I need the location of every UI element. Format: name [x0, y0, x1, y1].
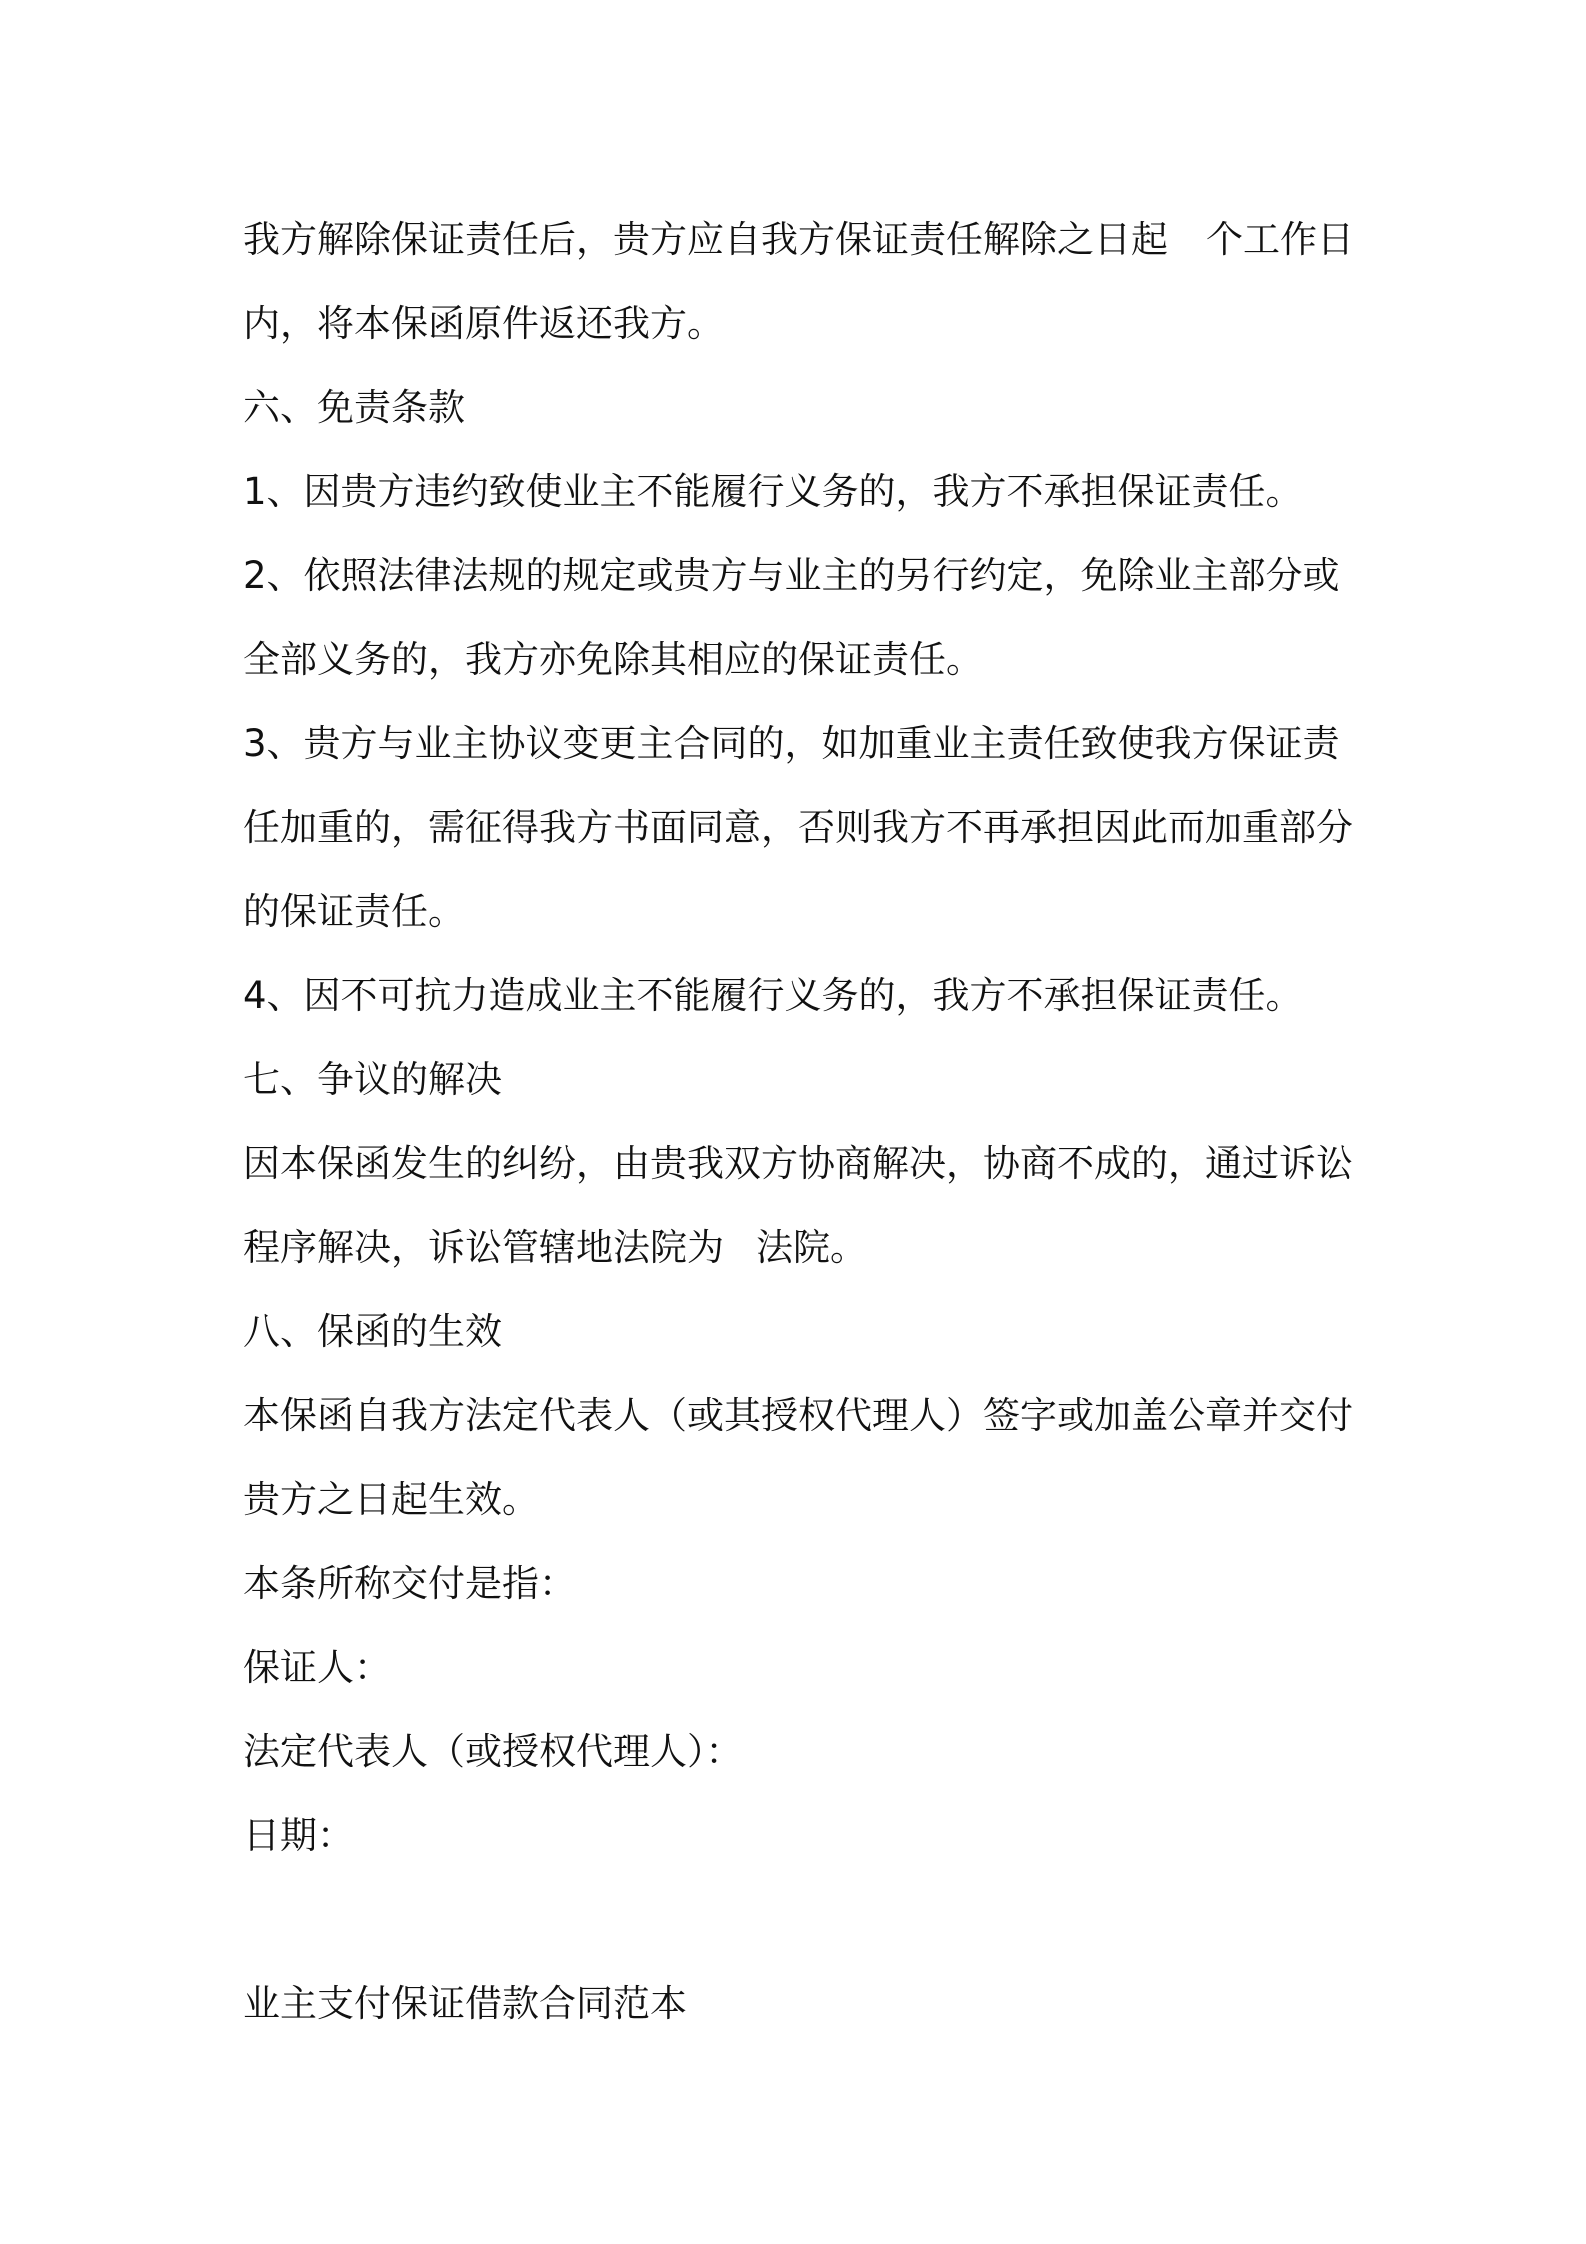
- guarantor-field: 保证人：: [243, 1646, 391, 1689]
- representative-field: 法定代表人（或授权代理人）：: [243, 1730, 743, 1773]
- text-segment: 个工作日: [1206, 218, 1354, 261]
- clause-2-continued: 全部义务的，我方亦免除其相应的保证责任。: [243, 638, 983, 681]
- section-heading-dispute: 七、争议的解决: [243, 1058, 502, 1101]
- date-field: 日期：: [243, 1814, 354, 1857]
- text-segment: 法院。: [756, 1226, 867, 1269]
- paragraph-line: 本条所称交付是指：: [243, 1562, 576, 1605]
- paragraph-line: 贵方之日起生效。: [243, 1478, 539, 1521]
- text-segment: 程序解决，诉讼管辖地法院为: [243, 1226, 724, 1269]
- document-title: 业主支付保证借款合同范本: [243, 1982, 687, 2025]
- section-heading-effectiveness: 八、保函的生效: [243, 1310, 502, 1353]
- clause-1: 1、因贵方违约致使业主不能履行义务的，我方不承担保证责任。: [243, 470, 1303, 513]
- text-segment: 我方解除保证责任后，贵方应自我方保证责任解除之日起: [243, 218, 1168, 261]
- spacer: [243, 1878, 1363, 1962]
- paragraph-line: [243, 198, 1363, 282]
- section-heading-exemption: 六、免责条款: [243, 386, 465, 429]
- clause-3-continued: 任加重的，需征得我方书面同意，否则我方不再承担因此而加重部分: [243, 806, 1353, 849]
- clause-2: 2、依照法律法规的规定或贵方与业主的另行约定，免除业主部分或: [243, 554, 1340, 597]
- paragraph-line: 内，将本保函原件返还我方。: [243, 302, 724, 345]
- clause-4: 4、因不可抗力造成业主不能履行义务的，我方不承担保证责任。: [243, 974, 1303, 1017]
- document-body: [243, 198, 1363, 2046]
- paragraph-line: 因本保函发生的纠纷，由贵我双方协商解决，协商不成的，通过诉讼: [243, 1142, 1353, 1185]
- paragraph-line: 本保函自我方法定代表人（或其授权代理人）签字或加盖公章并交付: [243, 1394, 1353, 1437]
- paragraph-line: [243, 1206, 1363, 1290]
- clause-3: 3、贵方与业主协议变更主合同的，如加重业主责任致使我方保证责: [243, 722, 1340, 765]
- clause-3-continued: 的保证责任。: [243, 890, 465, 933]
